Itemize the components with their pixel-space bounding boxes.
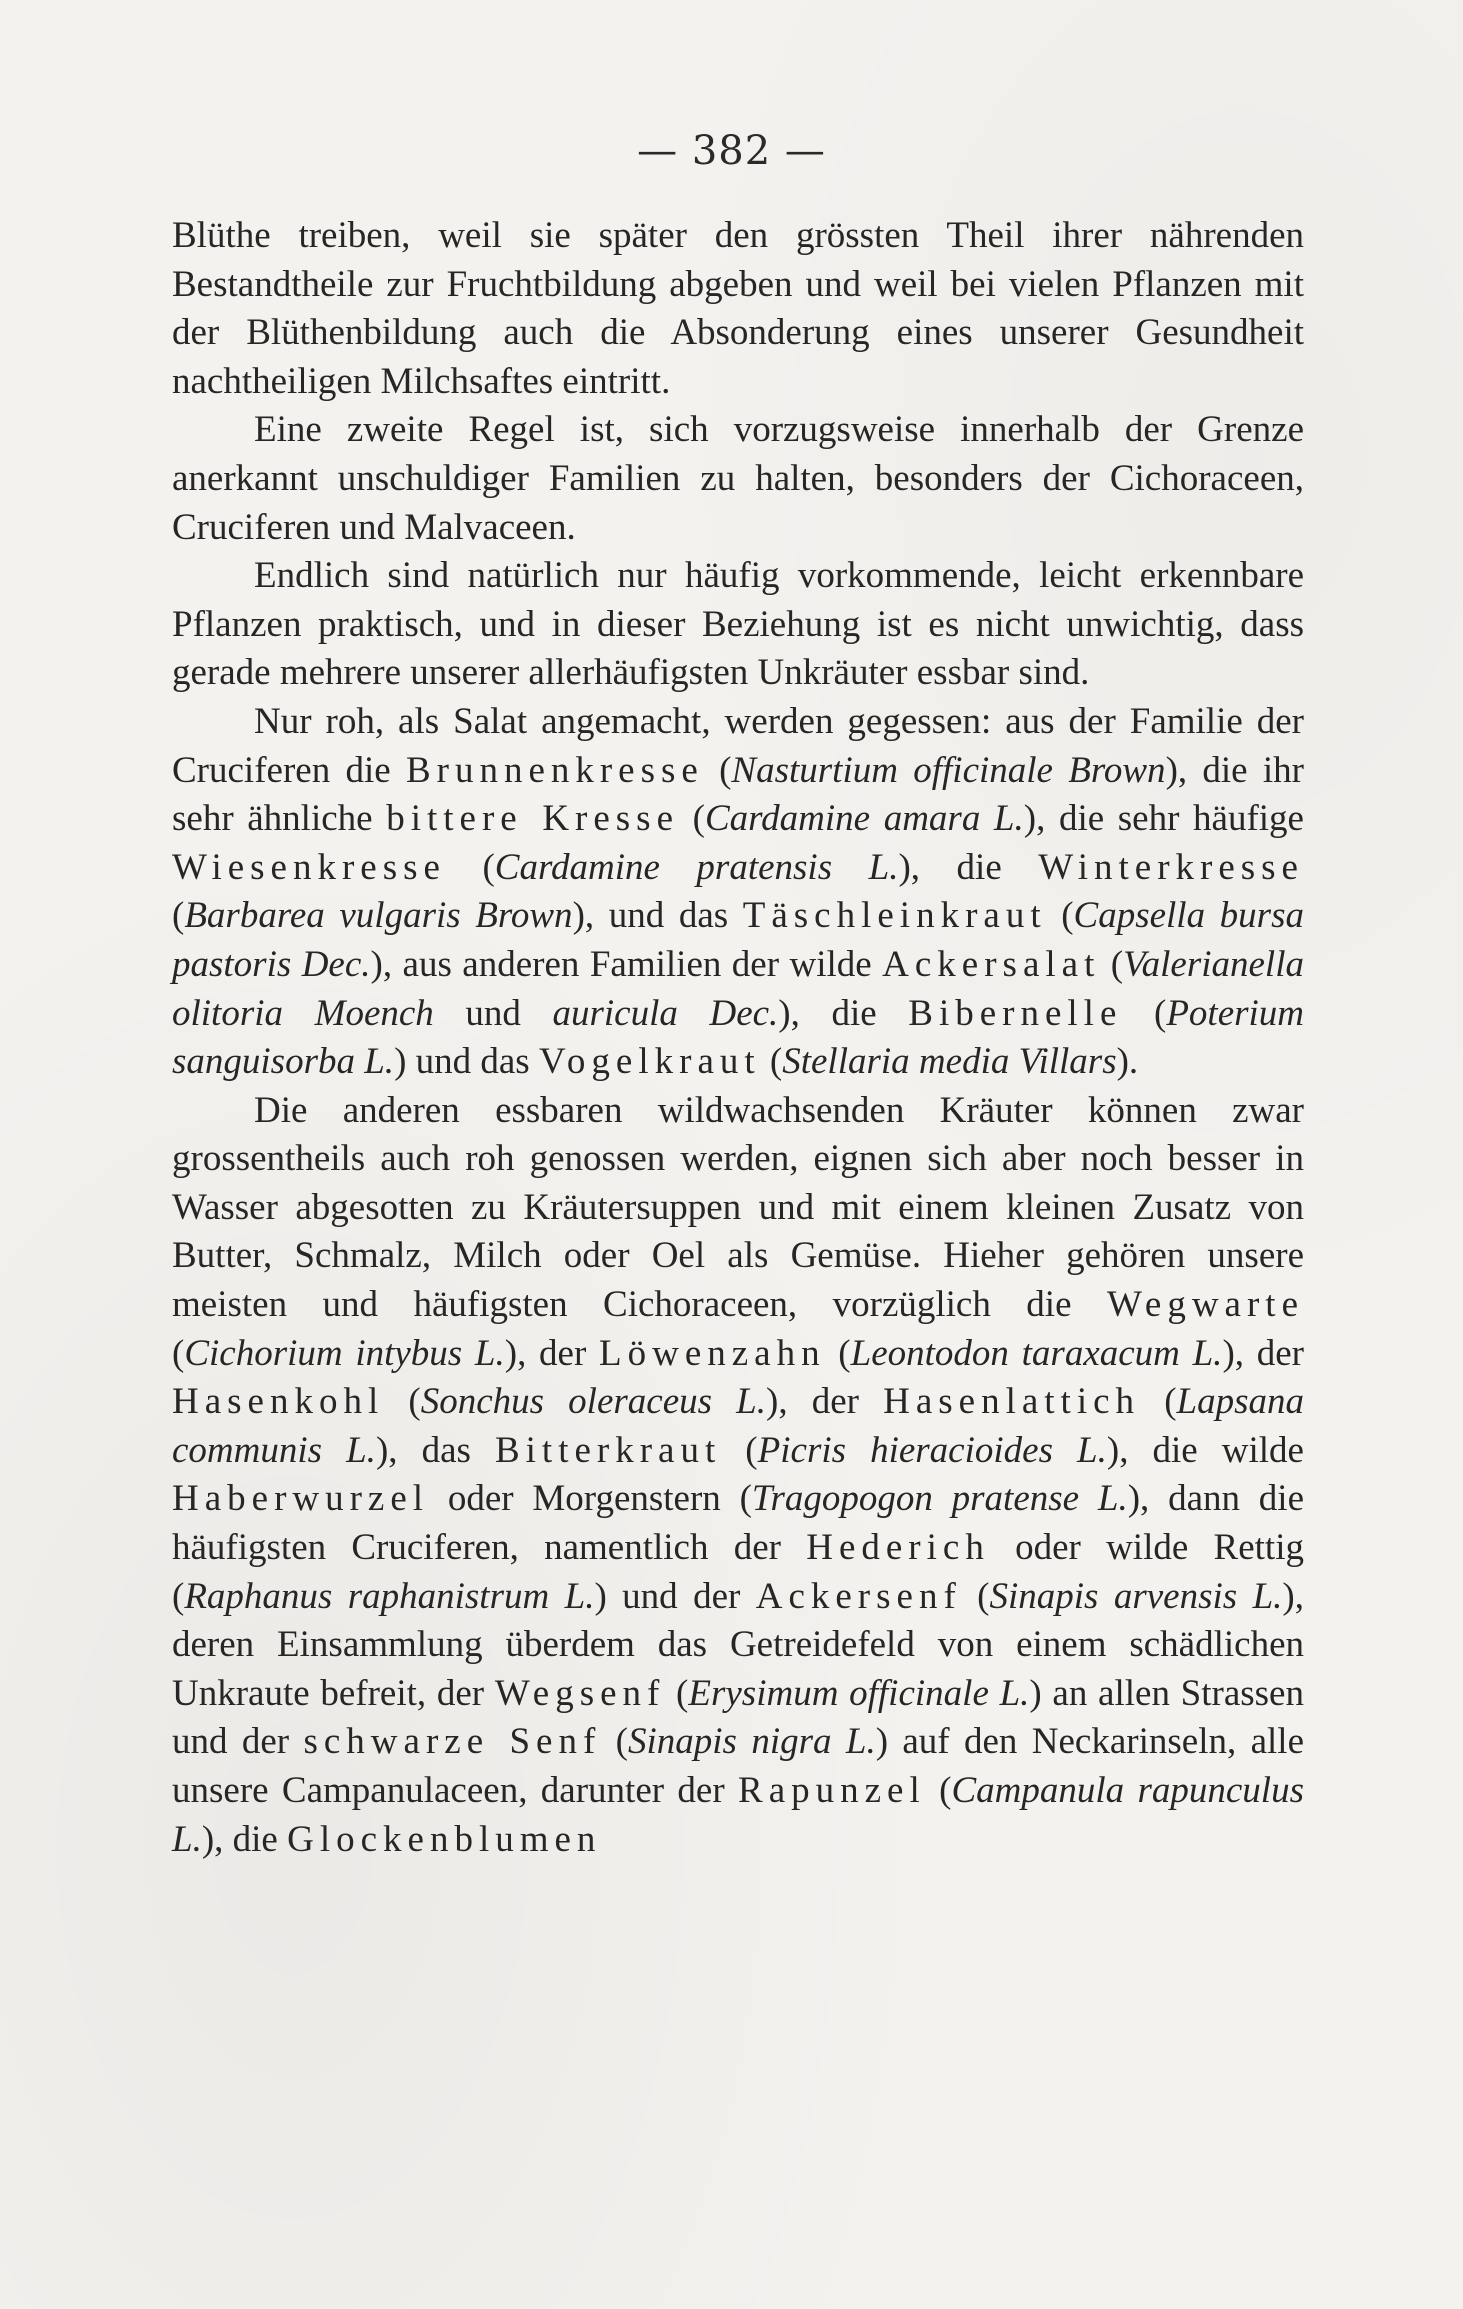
text-run: und [433, 992, 553, 1034]
text-run: ), das [375, 1429, 495, 1471]
text-run: Eine zweite Regel ist, sich vorzugsweise innerhalb der Grenze anerkannt unschuldiger Familien zu halten, besonders der Cichoraceen, Cruciferen und Malvaceen. [172, 409, 1304, 548]
text-run: Die anderen essbaren wildwachsenden Kräuter können zwar grossentheils auch roh genossen werden, eignen sich aber noch besser in Wasser abgesotten zu Kräutersuppen und mit einem kleinen Zusatz von Butter, Schmalz, Milch oder Oel als Gemüse. Hieher gehören unsere meisten und häufigsten Cichoraceen, vorzüglich die [172, 1089, 1304, 1326]
paragraph [172, 406, 1304, 552]
text-run: oder Morgenstern ( [429, 1478, 752, 1520]
text-run: ( [961, 1575, 990, 1617]
body-text [172, 212, 1304, 1864]
text-run: ( [445, 846, 495, 888]
spaced-common-name: Rapunzel [738, 1770, 926, 1811]
text-run: ), aus anderen Familien der wilde [370, 943, 883, 985]
spaced-common-name: Vogelkraut [538, 1041, 761, 1083]
text-run: ), der [1222, 1332, 1304, 1374]
text-run: ), die [201, 1818, 288, 1860]
spaced-common-name: Hederich [806, 1527, 990, 1569]
text-run: ( [703, 749, 732, 791]
text-run: Endlich sind natürlich nur häufig vorkommende, leicht erkennbare Pflanzen praktisch, und in dieser Beziehung ist es nicht unwichtig, dass gerade mehrere unserer allerhäufigsten Unkräuter essbar sind. [172, 555, 1304, 694]
text-run: ( [1140, 1381, 1177, 1423]
text-run: ). [1116, 1041, 1139, 1083]
latin-name: Cardamine pratensis L. [494, 846, 899, 888]
text-run: ( [1122, 992, 1167, 1034]
spaced-common-name: Glockenblumen [287, 1818, 602, 1860]
text-run: ), die sehr häufige [1023, 798, 1304, 840]
latin-name: Picris hieracioides L. [757, 1429, 1107, 1471]
latin-name: Sonchus oleraceus L. [420, 1381, 766, 1423]
text-run: ) an allen Strassen und der [172, 1672, 1304, 1763]
text-run: ), der [504, 1332, 599, 1374]
text-run: ( [665, 1672, 689, 1714]
latin-name: Poterium sanguisorba L. [172, 992, 1305, 1083]
paragraph [172, 1087, 1304, 1865]
spaced-common-name: Ackersalat [882, 943, 1101, 985]
latin-name: Cichorium intybus L. [184, 1332, 505, 1374]
text-run: ), die wilde [1106, 1429, 1304, 1471]
spaced-common-name: Brunnenkresse [405, 749, 704, 791]
text-run: ), deren Einsammlung überdem das Getreidefeld von einem schädlichen Unkraute befreit, der [172, 1575, 1304, 1714]
text-run: Blüthe treiben, weil sie später den grössten Theil ihrer nährenden Bestandtheile zur Fruchtbildung abgeben und weil bei vielen Pflanzen mit der Blüthenbildung auch die Absonderung eines unserer Gesundheit nachtheiligen Milchsaftes eintritt. [172, 215, 1304, 402]
latin-name: Raphanus raphanistrum L. [184, 1575, 595, 1617]
latin-name: Campanula rapunculus L. [172, 1770, 1304, 1860]
spaced-common-name: Bibernelle [908, 992, 1123, 1034]
spaced-common-name: Löwenzahn [599, 1332, 826, 1374]
paragraph [172, 212, 1304, 406]
spaced-common-name: Wegsenf [494, 1672, 666, 1714]
spaced-common-name: Bitterkraut [494, 1429, 722, 1471]
page-number: — 382 — [637, 128, 826, 174]
spaced-common-name: Täschleinkraut [742, 895, 1047, 937]
latin-name: Capsella bursa pastoris Dec. [172, 895, 1304, 985]
text-run: ) und der [594, 1575, 756, 1617]
latin-name: Stellaria media Villars [782, 1041, 1117, 1083]
latin-name: Sinapis nigra L. [628, 1721, 876, 1763]
text-run: ), die ihr sehr ähnliche [172, 749, 1304, 840]
spaced-common-name: Ackersenf [755, 1575, 962, 1617]
spaced-common-name: Hasenlattich [883, 1381, 1141, 1423]
text-run: ( [825, 1332, 851, 1374]
text-run: ( [721, 1429, 758, 1471]
spaced-common-name: Haberwurzel [172, 1478, 430, 1520]
latin-name: Erysimum officinale L. [688, 1672, 1030, 1714]
spaced-common-name: Winterkresse [1038, 846, 1304, 888]
spaced-common-name: schwarze Senf [303, 1721, 602, 1763]
text-run: ) auf den Neckarinseln, alle unsere Campanulaceen, darunter der [172, 1721, 1304, 1811]
text-run: ), und das [572, 895, 743, 937]
text-run: Nur roh, als Salat angemacht, werden gegessen: aus der Familie der Cruciferen die [172, 700, 1304, 791]
text-run: ) und das [394, 1041, 539, 1083]
spaced-common-name: Hasenkohl [172, 1381, 385, 1423]
text-run: ( [925, 1770, 952, 1811]
latin-name: Tragopogon pratense L. [751, 1478, 1128, 1520]
latin-name: auricula Dec. [552, 992, 779, 1034]
text-run: ( [679, 798, 705, 840]
text-run: ( [172, 1332, 185, 1374]
latin-name: Sinapis arvensis L. [989, 1575, 1283, 1617]
spaced-common-name: bittere Kresse [386, 798, 680, 840]
latin-name: Lapsana communis L. [172, 1381, 1304, 1471]
latin-name: Cardamine amara L. [704, 798, 1024, 840]
paragraph [172, 698, 1304, 1087]
text-run: oder wilde Rettig ( [172, 1527, 1304, 1617]
latin-name: Barbarea vulgaris Brown [184, 895, 573, 937]
text-run: ( [1100, 943, 1124, 985]
paragraph [172, 552, 1304, 698]
text-run: ), der [766, 1381, 884, 1423]
text-run: ( [760, 1041, 783, 1083]
text-run: ), die [898, 846, 1039, 888]
latin-name: Nasturtium officinale Brown [731, 749, 1166, 791]
text-run: ), die [778, 992, 909, 1034]
text-run: ), dann die häufigsten Cruciferen, namentlich der [172, 1478, 1304, 1569]
text-run: ( [384, 1381, 421, 1423]
text-run: ( [601, 1721, 628, 1763]
latin-name: Valerianella olitoria Moench [172, 943, 1304, 1034]
text-run: ( [1046, 895, 1074, 937]
latin-name: Leontodon taraxacum L. [850, 1332, 1223, 1374]
spaced-common-name: Wegwarte [1106, 1284, 1304, 1326]
text-run: ( [172, 895, 185, 937]
spaced-common-name: Wiesenkresse [172, 846, 446, 888]
